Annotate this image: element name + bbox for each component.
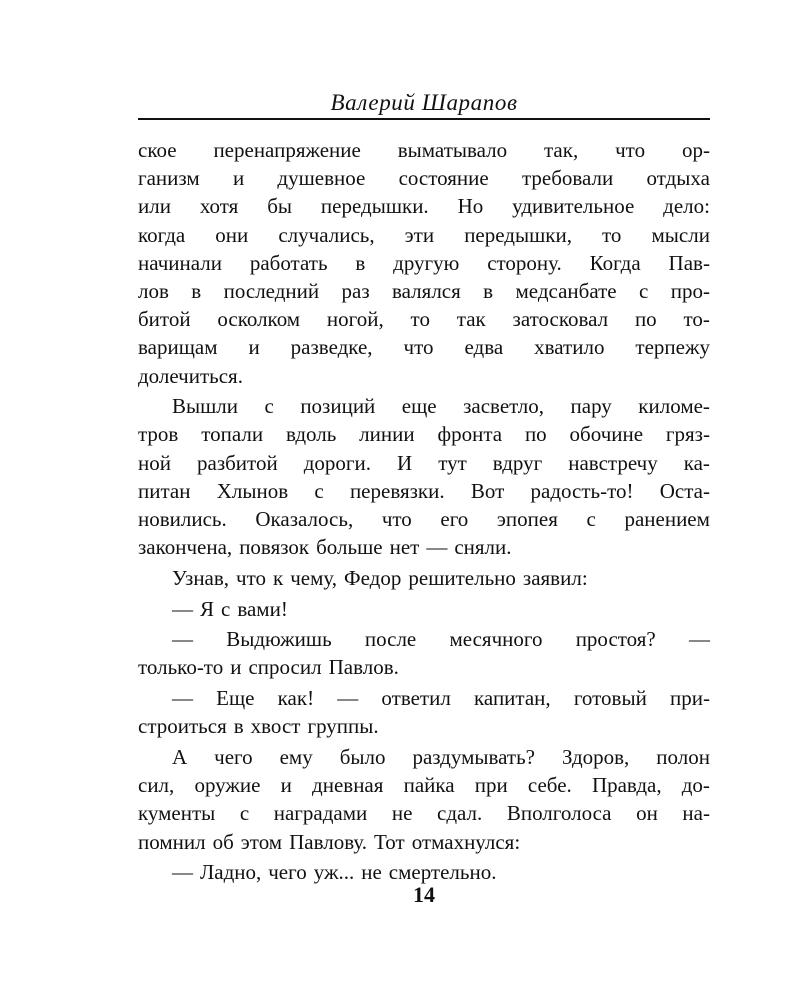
word: пайка — [403, 773, 455, 798]
word: сняли. — [454, 535, 512, 560]
word: к — [273, 565, 284, 590]
word: капитан, — [474, 686, 551, 711]
word: медсанбате — [515, 278, 617, 303]
word: при- — [670, 686, 710, 711]
word: ему — [279, 744, 313, 769]
word: новились. — [138, 506, 227, 531]
word: хотя — [199, 194, 239, 219]
word: себе. — [527, 773, 572, 798]
word: вдоль — [285, 422, 337, 447]
word: в — [233, 714, 244, 739]
word: раздумывать? — [412, 744, 535, 769]
word: вами! — [237, 596, 288, 621]
word: Вышли — [172, 394, 239, 419]
word: так — [456, 307, 486, 332]
word: питан — [138, 478, 191, 503]
text-line — [138, 684, 710, 712]
word: с — [239, 801, 250, 826]
word: чего — [214, 744, 253, 769]
text-line — [138, 392, 710, 420]
word: перевязки. — [349, 478, 445, 503]
word: засветло, — [463, 394, 545, 419]
word: случались, — [278, 222, 375, 247]
word: обочине — [569, 422, 644, 447]
text-line — [138, 136, 710, 164]
text-line — [138, 743, 710, 771]
word: варищам — [138, 335, 218, 360]
word: долечиться. — [138, 363, 243, 388]
word: разбитой — [197, 450, 278, 475]
word: и — [280, 773, 292, 798]
text-line — [138, 277, 710, 305]
paragraph — [138, 684, 710, 740]
word: ной — [138, 450, 171, 475]
word: нет — [389, 535, 420, 560]
word: дневная — [312, 773, 384, 798]
word: ское — [138, 138, 177, 162]
word: было — [339, 744, 386, 769]
word: осколком — [217, 307, 301, 332]
word: с — [639, 278, 649, 303]
word: Хлынов — [216, 478, 289, 503]
text-line — [138, 164, 710, 192]
word: повязок — [239, 535, 310, 560]
word: кументы — [138, 801, 216, 826]
text-line — [138, 192, 710, 220]
word: что — [615, 138, 646, 162]
paragraph — [138, 564, 710, 592]
word: хватило — [534, 335, 605, 360]
word: мысли — [651, 222, 710, 247]
word: ор- — [681, 138, 710, 162]
paragraph — [138, 625, 710, 681]
word: терпежу — [635, 335, 710, 360]
word: об — [212, 829, 234, 854]
text-line — [138, 595, 710, 623]
word: как! — [277, 686, 315, 711]
word: перенапряжение — [213, 138, 361, 162]
word: хвост — [250, 714, 301, 739]
word: Правда, — [591, 773, 662, 798]
word: с — [586, 506, 596, 531]
word: дело: — [663, 194, 710, 219]
word: гряз- — [665, 422, 710, 447]
word: при — [474, 773, 508, 798]
word: готовый — [573, 686, 647, 711]
word: — — [172, 860, 193, 885]
word: валялся — [392, 278, 461, 303]
word: позиций — [300, 394, 376, 419]
word: чему, — [290, 565, 338, 590]
text-line — [138, 477, 710, 505]
word: едва — [464, 335, 504, 360]
text-line — [138, 533, 710, 561]
word: состояние — [398, 166, 489, 191]
page-number: 14 — [413, 882, 435, 907]
text-line — [138, 712, 710, 740]
word: по — [524, 422, 547, 447]
text-line — [138, 362, 710, 390]
word: выматывало — [397, 138, 508, 162]
word: последний — [223, 278, 320, 303]
word: И — [397, 450, 413, 475]
word: после — [364, 627, 417, 652]
word: начинали — [138, 250, 222, 275]
word: больше — [316, 535, 383, 560]
text-line — [138, 799, 710, 827]
word: по — [634, 307, 657, 332]
word: полон — [656, 744, 710, 769]
word: помнил — [138, 829, 206, 854]
word: передышки, — [464, 222, 572, 247]
word: уж... — [313, 860, 355, 885]
word: — — [172, 627, 193, 652]
word: в — [191, 278, 202, 303]
running-head-title: Валерий Шарапов — [138, 88, 710, 120]
word: и — [230, 655, 242, 680]
word: Вполголоса — [506, 801, 612, 826]
word: Еще — [216, 686, 255, 711]
word: эти — [404, 222, 435, 247]
word: с — [221, 596, 231, 621]
text-line — [138, 505, 710, 533]
word: то- — [683, 307, 710, 332]
word: спросил — [248, 655, 322, 680]
word: эпопея — [496, 506, 558, 531]
word: топали — [201, 422, 264, 447]
word: Оста- — [659, 478, 710, 503]
word: Павлову. — [289, 829, 368, 854]
word: еще — [401, 394, 437, 419]
word: ногой, — [326, 307, 384, 332]
word: Ладно, — [200, 860, 262, 885]
word: и — [232, 166, 245, 191]
word: простоя? — [575, 627, 656, 652]
word: фронта — [437, 422, 503, 447]
word: радость-то! — [530, 478, 634, 503]
word: Тот — [374, 829, 405, 854]
word: — — [172, 686, 193, 711]
word: сторону. — [487, 250, 562, 275]
paragraph — [138, 136, 710, 390]
word: Я — [200, 596, 215, 621]
text-line — [138, 771, 710, 799]
word: наградами — [273, 801, 368, 826]
text-line — [138, 249, 710, 277]
word: его — [440, 506, 469, 531]
paragraph — [138, 595, 710, 623]
paragraph — [138, 392, 710, 561]
word: Оказалось, — [255, 506, 354, 531]
word: в — [483, 278, 494, 303]
word: — — [337, 686, 359, 711]
word: решительно — [408, 565, 516, 590]
word: в — [355, 250, 366, 275]
word: Выдюжишь — [226, 627, 332, 652]
word: до- — [681, 773, 710, 798]
word: что — [236, 565, 267, 590]
word: заявил: — [522, 565, 588, 590]
word: Вот — [470, 478, 505, 503]
word: Павлов. — [328, 655, 399, 680]
text-line — [138, 564, 710, 592]
word: ранением — [624, 506, 710, 531]
word: и — [248, 335, 260, 360]
word: то — [602, 222, 622, 247]
word: сил, — [138, 773, 175, 798]
word: работать — [249, 250, 328, 275]
word: пару — [570, 394, 612, 419]
word: отмахнулся: — [411, 829, 521, 854]
word: душевное — [277, 166, 366, 191]
word: — — [172, 596, 193, 621]
word: так, — [544, 138, 579, 162]
word: закончена, — [138, 535, 233, 560]
body-text — [138, 136, 710, 886]
word: Федор — [344, 565, 402, 590]
word: А — [172, 744, 188, 769]
word: этом — [240, 829, 283, 854]
word: не — [391, 801, 413, 826]
word: или — [138, 194, 171, 219]
word: другую — [393, 250, 460, 275]
text-line — [138, 305, 710, 333]
word: Узнав, — [172, 565, 230, 590]
word: с — [264, 394, 274, 419]
word: — — [426, 535, 448, 560]
word: когда — [138, 222, 186, 247]
word: дороги. — [303, 450, 371, 475]
text-line — [138, 420, 710, 448]
text-line — [138, 449, 710, 477]
word: — — [688, 627, 710, 652]
word: то — [410, 307, 430, 332]
word: затосковал — [512, 307, 609, 332]
text-line — [138, 333, 710, 361]
word: киломе- — [638, 394, 710, 419]
word: он — [636, 801, 658, 826]
word: не — [361, 860, 382, 885]
word: на- — [682, 801, 710, 826]
word: чего — [268, 860, 307, 885]
word: группы. — [307, 714, 379, 739]
word: строиться — [138, 714, 227, 739]
word: Пав- — [668, 250, 710, 275]
word: удивительное — [512, 194, 635, 219]
word: передышки. — [320, 194, 429, 219]
word: смертельно. — [388, 860, 497, 885]
word: раз — [341, 278, 370, 303]
word: ка- — [683, 450, 710, 475]
word: отдыха — [646, 166, 710, 191]
word: ганизм — [138, 166, 200, 191]
paragraph — [138, 743, 710, 856]
text-line — [138, 221, 710, 249]
word: сдал. — [437, 801, 483, 826]
text-line — [138, 653, 710, 681]
word: навстречу — [568, 450, 658, 475]
word: про- — [670, 278, 710, 303]
word: только-то — [138, 655, 224, 680]
text-line — [138, 828, 710, 856]
word: линии — [359, 422, 415, 447]
word: разведке, — [290, 335, 373, 360]
word: вдруг — [492, 450, 543, 475]
word: ответил — [381, 686, 451, 711]
word: с — [314, 478, 324, 503]
word: Здоров, — [561, 744, 630, 769]
word: тров — [138, 422, 179, 447]
word: месячного — [449, 627, 543, 652]
word: бы — [267, 194, 293, 219]
word: битой — [138, 307, 191, 332]
word: что — [381, 506, 412, 531]
word: они — [215, 222, 249, 247]
word: требовали — [521, 166, 614, 191]
word: оружие — [194, 773, 261, 798]
word: Когда — [589, 250, 641, 275]
word: тут — [438, 450, 467, 475]
word: что — [403, 335, 434, 360]
text-line — [138, 625, 710, 653]
word: Но — [457, 194, 484, 219]
word: лов — [138, 278, 169, 303]
